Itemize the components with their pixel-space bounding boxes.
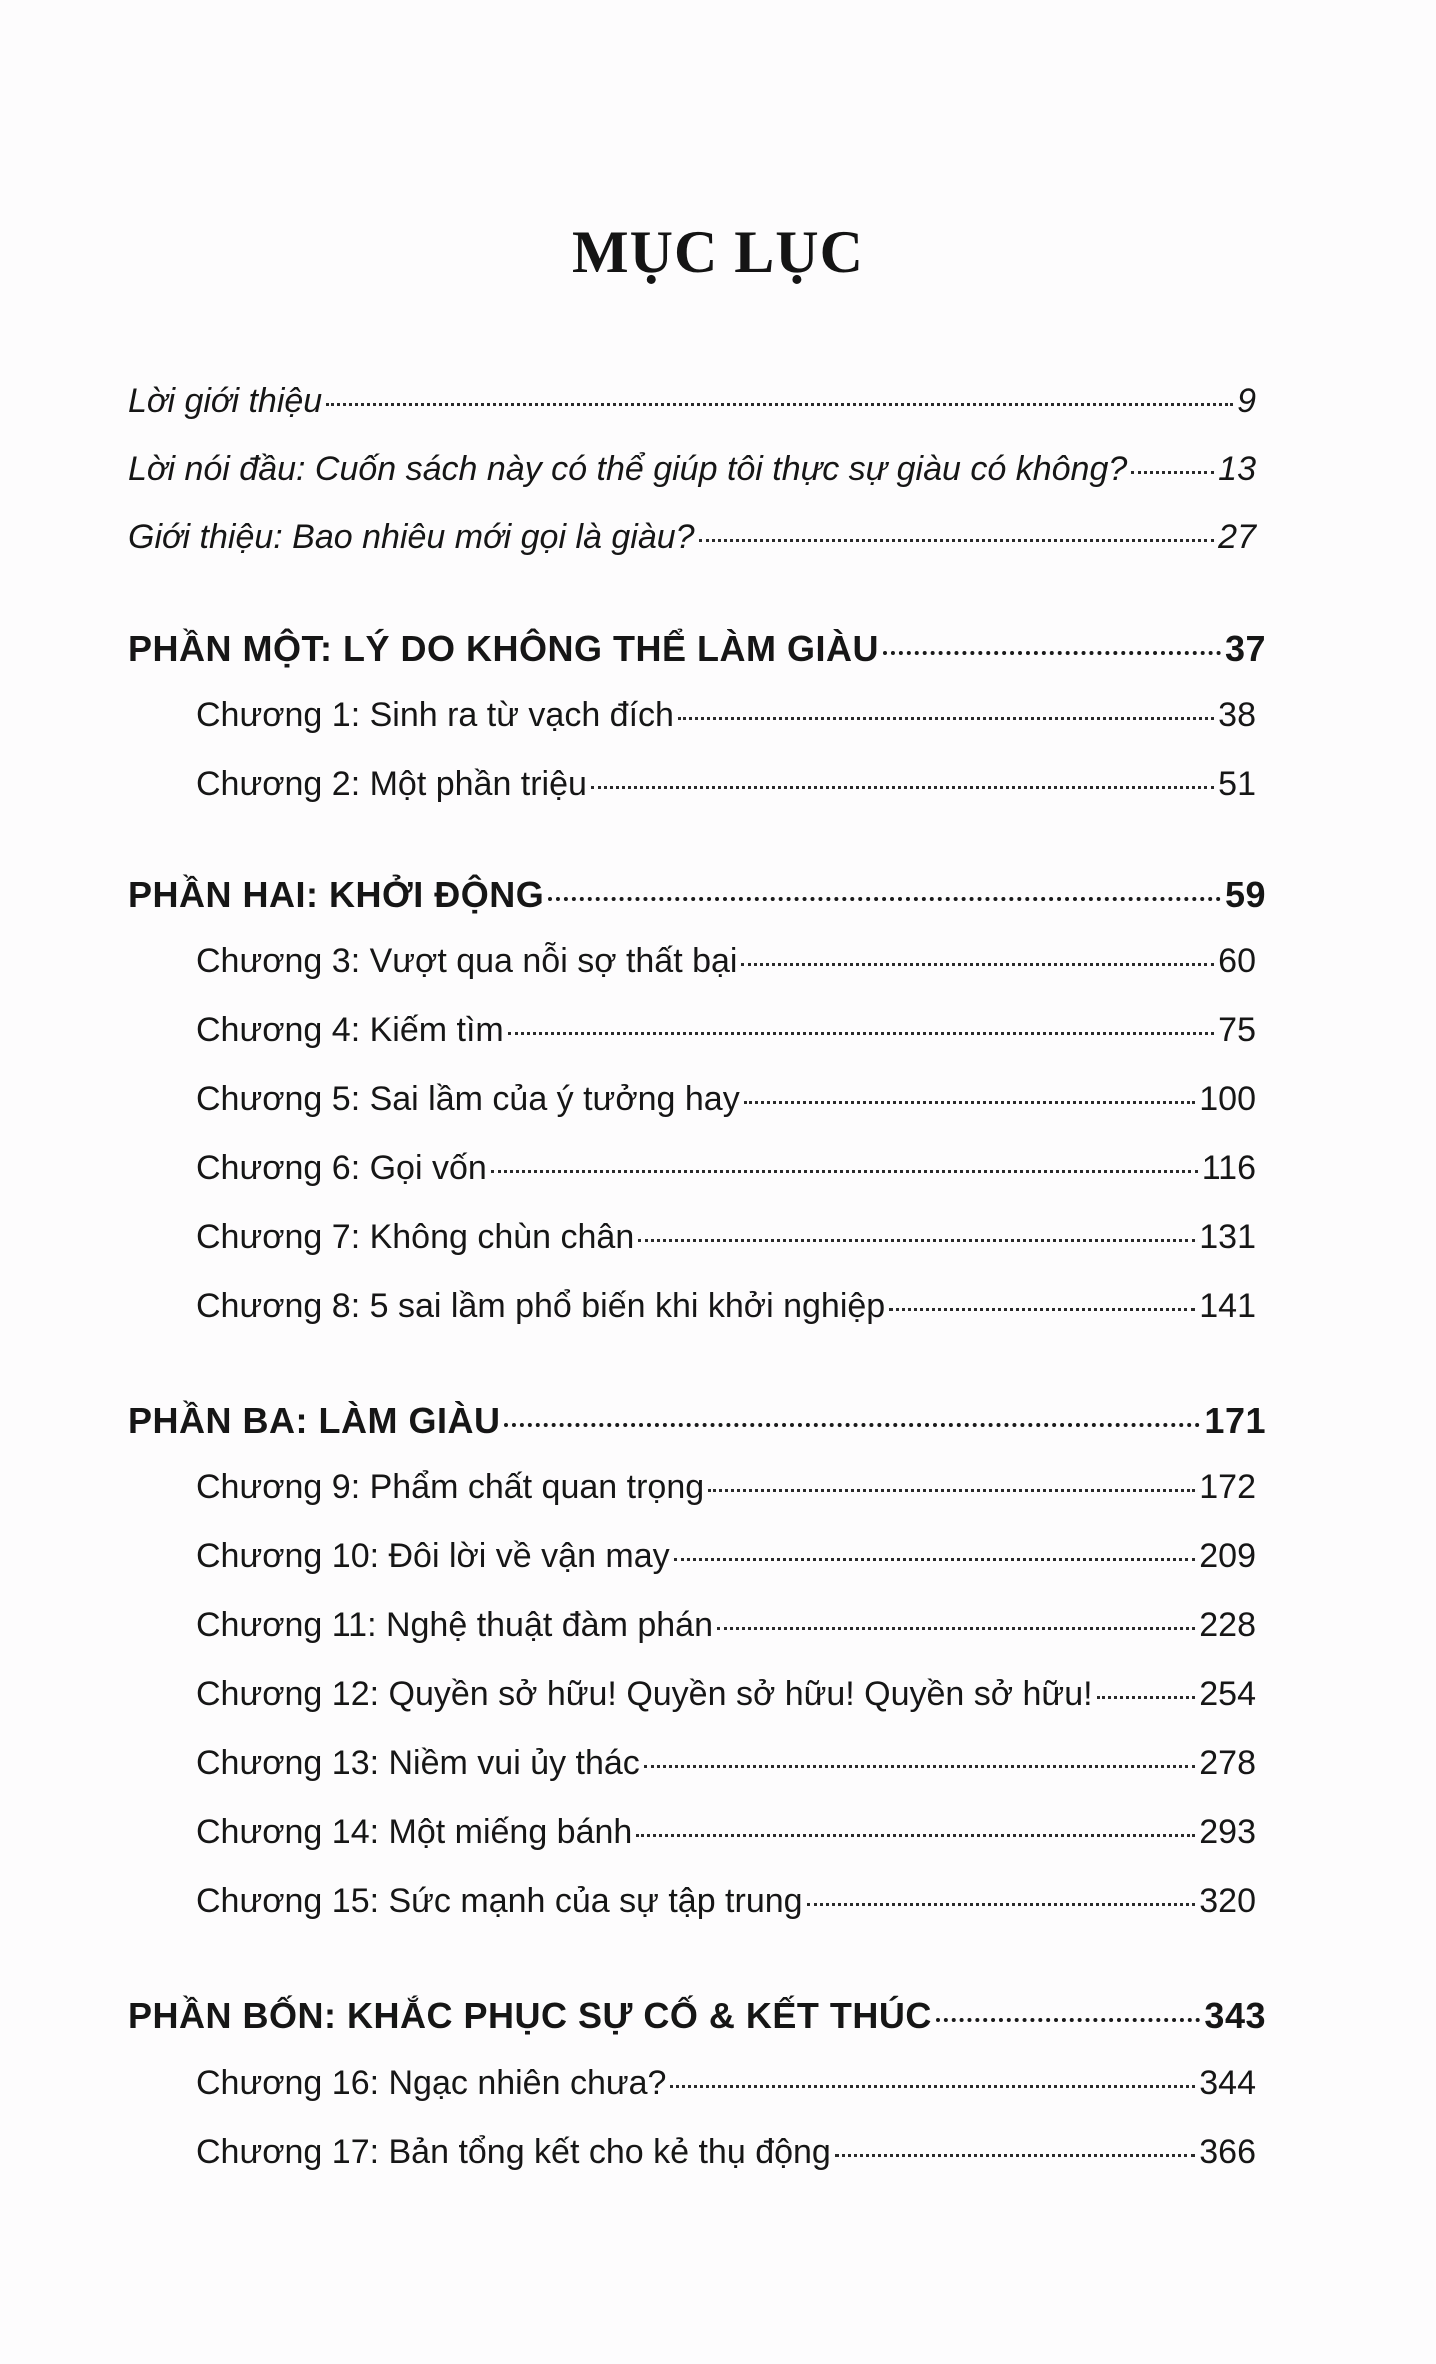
dot-leader [548,897,1221,901]
dot-leader [491,1170,1198,1173]
toc-page-number: 51 [1218,765,1256,803]
chapter-title: Chương 12: Quyền sở hữu! Quyền sở hữu! Quyền sở hữu! [196,1675,1093,1713]
part-title: PHẦN MỘT: LÝ DO KHÔNG THỂ LÀM GIÀU [128,628,879,669]
chapter-title: Chương 8: 5 sai lầm phổ biến khi khởi nghiệp [196,1287,886,1325]
dot-leader [883,651,1221,655]
part-title: PHẦN BA: LÀM GIÀU [128,1400,501,1441]
part-title: PHẦN BỐN: KHẮC PHỤC SỰ CỐ & KẾT THÚC [128,1995,932,2036]
toc-page-number: 366 [1199,2133,1256,2171]
toc-intro-entry [128,450,1256,489]
toc-intro-entry [128,518,1256,557]
toc-page-number: 131 [1199,1218,1256,1256]
toc-page-number: 254 [1199,1675,1256,1713]
toc-entry-label: Lời nói đầu: Cuốn sách này có thể giúp tôi thực sự giàu có không? [128,450,1128,488]
dot-leader [889,1308,1195,1311]
chapter-title: Chương 2: Một phần triệu [196,765,587,803]
toc-chapter-entry [196,1606,1256,1645]
dot-leader [1131,471,1214,474]
toc-page-number: 171 [1204,1400,1266,1441]
chapter-title: Chương 15: Sức mạnh của sự tập trung [196,1882,803,1920]
chapter-title: Chương 4: Kiếm tìm [196,1011,504,1049]
dot-leader [1097,1696,1196,1699]
toc-entry-label: Lời giới thiệu [128,382,323,420]
dot-leader [708,1489,1195,1492]
chapter-title: Chương 7: Không chùn chân [196,1218,635,1256]
toc-page-number: 344 [1199,2064,1256,2102]
chapter-title: Chương 5: Sai lầm của ý tưởng hay [196,1080,740,1118]
dot-leader [741,963,1214,966]
toc-chapter-entry [196,1011,1256,1050]
toc-chapter-entry [196,1882,1256,1921]
dot-leader [670,2085,1195,2088]
toc-chapter-entry [196,1218,1256,1257]
toc-chapter-entry [196,1287,1256,1326]
chapter-title: Chương 1: Sinh ra từ vạch đích [196,696,674,734]
toc-chapter-entry [196,696,1256,735]
dot-leader [744,1101,1196,1104]
toc-page-number: 228 [1199,1606,1256,1644]
chapter-title: Chương 9: Phẩm chất quan trọng [196,1468,705,1506]
toc-page-number: 172 [1199,1468,1256,1506]
dot-leader [674,1558,1196,1561]
dot-leader [717,1627,1195,1630]
toc-chapter-entry [196,1675,1256,1714]
toc-chapter-entry [196,765,1256,804]
toc-page-number: 100 [1199,1080,1256,1118]
dot-leader [508,1032,1214,1035]
dot-leader [835,2154,1195,2157]
dot-leader [644,1765,1195,1768]
dot-leader [591,786,1214,789]
toc-chapter-entry [196,2133,1256,2172]
toc-page-number: 278 [1199,1744,1256,1782]
part-title: PHẦN HAI: KHỞI ĐỘNG [128,874,545,915]
dot-leader [936,2018,1201,2022]
dot-leader [636,1834,1195,1837]
toc-page-number: 320 [1199,1882,1256,1920]
toc-intro-entry [128,382,1256,421]
toc-chapter-entry [196,1813,1256,1852]
toc-page-number: 59 [1224,874,1266,915]
dot-leader [326,403,1233,406]
toc-entry-label: Giới thiệu: Bao nhiêu mới gọi là giàu? [128,518,695,556]
toc-part-heading [128,1400,1266,1442]
chapter-title: Chương 10: Đôi lời về vận may [196,1537,670,1575]
toc-page-number: 60 [1218,942,1256,980]
chapter-title: Chương 6: Gọi vốn [196,1149,487,1187]
toc-chapter-entry [196,1744,1256,1783]
toc-chapter-entry [196,942,1256,981]
toc-part-heading [128,1995,1266,2037]
toc-page-number: 293 [1199,1813,1256,1851]
toc-page-number: 13 [1218,450,1256,488]
chapter-title: Chương 13: Niềm vui ủy thác [196,1744,640,1782]
toc-page-number: 75 [1218,1011,1256,1049]
toc-page-number: 209 [1199,1537,1256,1575]
dot-leader [678,717,1214,720]
toc-chapter-entry [196,1080,1256,1119]
toc-page-number: 37 [1224,628,1266,669]
dot-leader [638,1239,1195,1242]
chapter-title: Chương 3: Vượt qua nỗi sợ thất bại [196,942,738,980]
toc-page-number: 141 [1199,1287,1256,1325]
toc-chapter-entry [196,1149,1256,1188]
toc-page-number: 38 [1218,696,1256,734]
dot-leader [699,539,1215,542]
toc-chapter-entry [196,1468,1256,1507]
chapter-title: Chương 17: Bản tổng kết cho kẻ thụ động [196,2133,831,2171]
page-title: MỤC LỤC [572,219,864,285]
toc-chapter-entry [196,1537,1256,1576]
chapter-title: Chương 11: Nghệ thuật đàm phán [196,1606,713,1644]
dot-leader [504,1423,1200,1427]
toc-page-number: 116 [1201,1149,1256,1187]
toc-page-number: 9 [1237,382,1256,420]
toc-chapter-entry [196,2064,1256,2103]
chapter-title: Chương 16: Ngạc nhiên chưa? [196,2064,667,2102]
toc-page-number: 343 [1204,1995,1266,2036]
toc-part-heading [128,874,1266,916]
toc-part-heading [128,628,1266,670]
chapter-title: Chương 14: Một miếng bánh [196,1813,633,1851]
toc-page-number: 27 [1218,518,1256,556]
dot-leader [807,1903,1196,1906]
